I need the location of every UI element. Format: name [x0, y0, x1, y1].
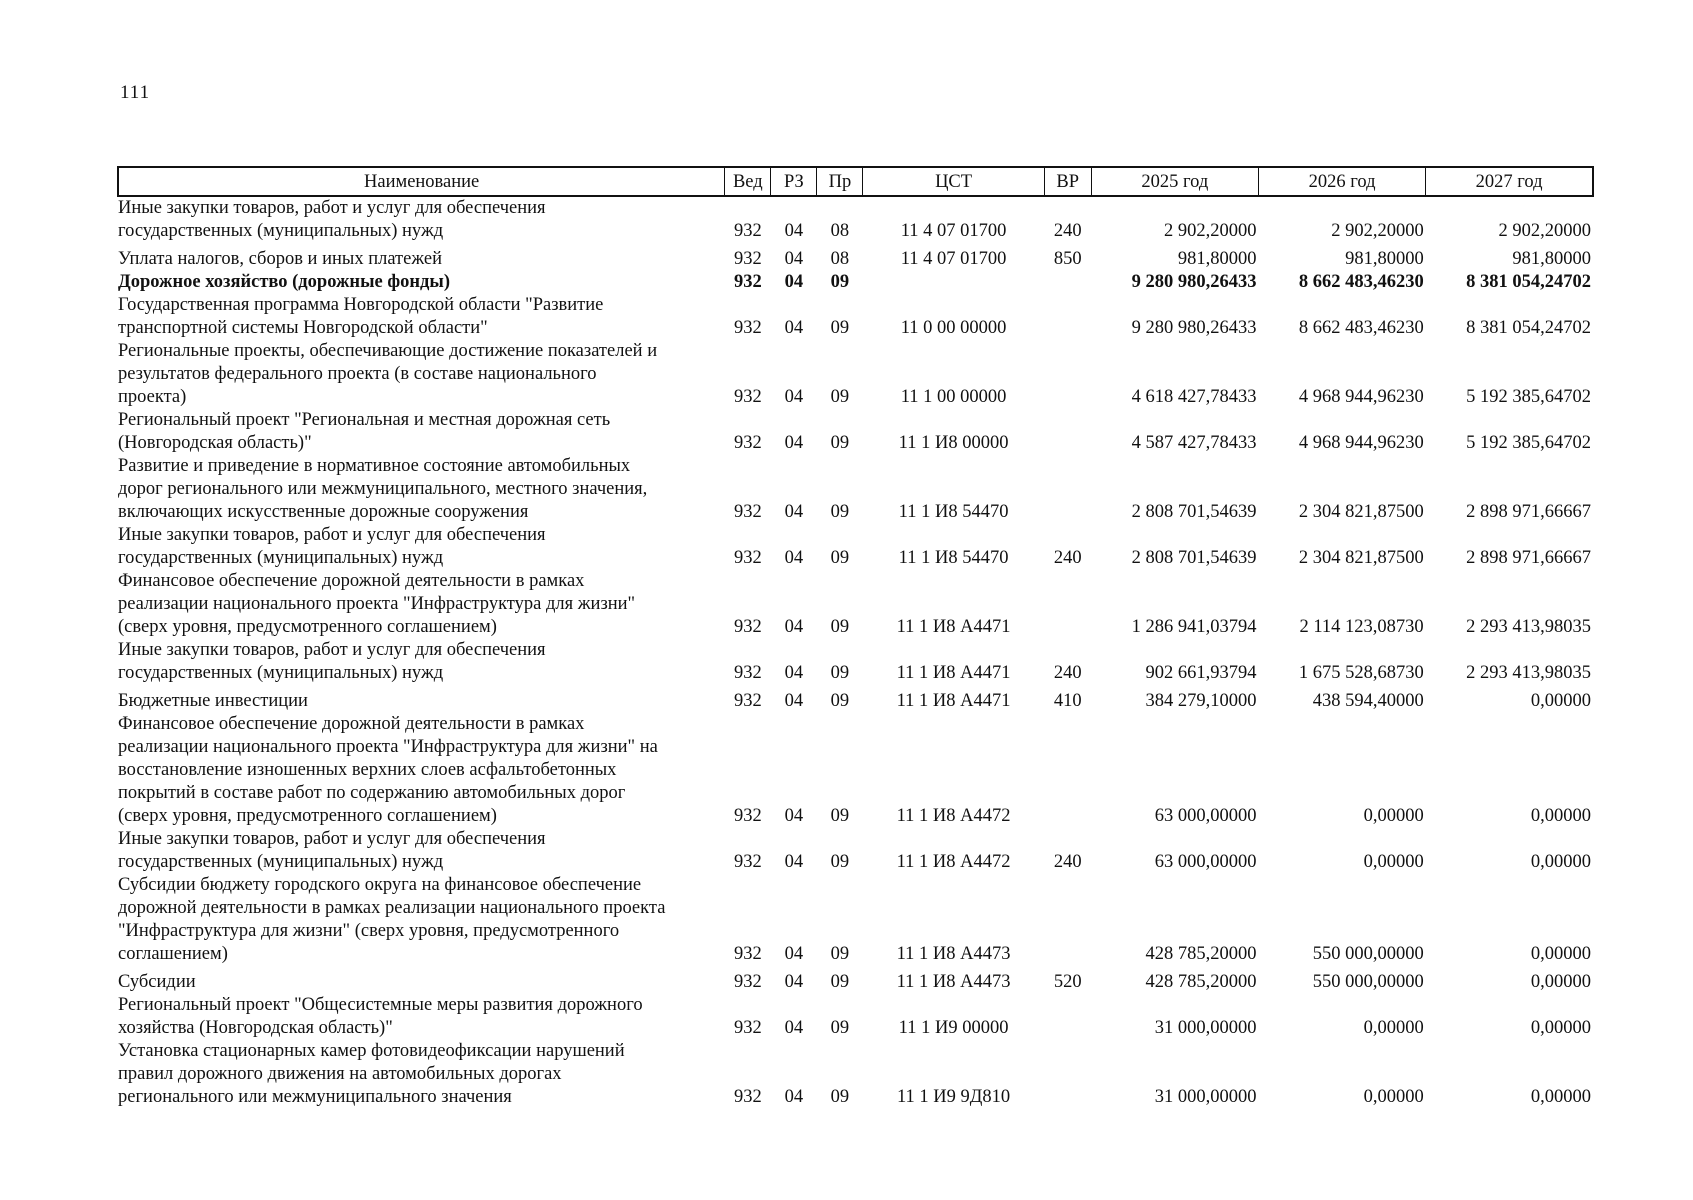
row-vr	[1044, 294, 1091, 340]
row-amount-2027: 0,00000	[1530, 1018, 1591, 1038]
row-amount-2027: 2 293 413,98035	[1466, 617, 1591, 637]
row-name: Иные закупки товаров, работ и услуг для обеспечения государственных (муниципальных) нужд	[118, 525, 546, 568]
row-amount-2026: 0,00000	[1363, 852, 1424, 872]
row-amount-2025: 2 808 701,54639	[1131, 548, 1257, 568]
row-ved: 932	[733, 852, 762, 872]
row-rz: 04	[784, 272, 804, 292]
row-rz: 04	[784, 387, 804, 407]
column-header-name: Наименование	[118, 167, 725, 196]
row-amount-2026: 550 000,00000	[1312, 972, 1424, 992]
table-row	[118, 409, 1593, 455]
row-rz: 04	[784, 433, 804, 453]
row-rz: 04	[784, 502, 804, 522]
table-header	[118, 167, 1593, 196]
row-name: Финансовое обеспечение дорожной деятельности в рамках реализации национального проекта "Инфраструктура для жизни" (сверх уровня, предусмотренного соглашением)	[118, 571, 636, 637]
row-rz: 04	[784, 1087, 804, 1107]
row-cst	[863, 271, 1044, 294]
row-cst: 11 1 И8 А4471	[896, 617, 1011, 637]
row-name: Государственная программа Новгородской области "Развитие транспортной системы Новгородской области"	[118, 295, 604, 338]
row-pr: 09	[830, 852, 850, 872]
row-cst: 11 1 И9 00000	[898, 1018, 1009, 1038]
row-rz: 04	[784, 617, 804, 637]
row-cst: 11 1 И8 А4472	[896, 806, 1011, 826]
row-cst: 11 1 И8 А4471	[896, 691, 1011, 711]
table-row	[118, 243, 1593, 271]
row-ved: 932	[733, 1087, 762, 1107]
row-amount-2025: 902 661,93794	[1145, 663, 1257, 683]
row-pr: 09	[830, 548, 850, 568]
row-ved: 932	[733, 387, 762, 407]
row-amount-2025: 384 279,10000	[1145, 691, 1257, 711]
row-pr: 09	[830, 944, 850, 964]
row-vr	[1044, 1040, 1091, 1109]
column-header-rz: РЗ	[771, 167, 817, 196]
row-amount-2025: 4 587 427,78433	[1131, 433, 1257, 453]
row-amount-2025: 2 808 701,54639	[1131, 502, 1257, 522]
table-row	[118, 966, 1593, 994]
row-ved: 932	[733, 249, 762, 269]
row-vr: 240	[1053, 663, 1082, 683]
row-vr	[1044, 713, 1091, 828]
row-pr: 09	[830, 663, 850, 683]
row-amount-2027: 2 898 971,66667	[1466, 502, 1591, 522]
row-amount-2026: 2 114 123,08730	[1299, 617, 1424, 637]
table-row	[118, 524, 1593, 570]
row-pr: 09	[830, 1087, 850, 1107]
row-amount-2027: 2 293 413,98035	[1466, 663, 1591, 683]
row-amount-2026: 2 304 821,87500	[1298, 502, 1424, 522]
row-amount-2025: 31 000,00000	[1154, 1087, 1257, 1107]
table-row	[118, 455, 1593, 524]
row-amount-2027: 981,80000	[1512, 249, 1591, 269]
row-vr	[1044, 874, 1091, 966]
page-number: 111	[120, 82, 151, 103]
row-ved: 932	[733, 617, 762, 637]
row-amount-2025: 31 000,00000	[1154, 1018, 1257, 1038]
column-header-2026: 2026 год	[1258, 167, 1425, 196]
row-vr: 240	[1053, 221, 1082, 241]
row-amount-2025: 9 280 980,26433	[1131, 272, 1257, 292]
row-amount-2027: 0,00000	[1530, 691, 1591, 711]
column-header-pr: Пр	[817, 167, 863, 196]
row-pr: 09	[830, 387, 850, 407]
row-amount-2025: 2 902,20000	[1163, 221, 1257, 241]
row-amount-2026: 0,00000	[1363, 806, 1424, 826]
column-header-vr: ВР	[1044, 167, 1091, 196]
row-pr: 09	[830, 433, 850, 453]
row-vr	[1044, 409, 1091, 455]
row-amount-2026: 8 662 483,46230	[1298, 272, 1424, 292]
row-cst: 11 1 И8 А4471	[896, 663, 1011, 683]
row-ved: 932	[733, 318, 762, 338]
row-amount-2027: 5 192 385,64702	[1466, 433, 1591, 453]
row-amount-2026: 550 000,00000	[1312, 944, 1424, 964]
row-cst: 11 1 И8 54470	[898, 548, 1009, 568]
row-ved: 932	[733, 1018, 762, 1038]
row-ved: 932	[733, 502, 762, 522]
table-row	[118, 1040, 1593, 1109]
row-ved: 932	[733, 663, 762, 683]
row-pr: 09	[830, 972, 850, 992]
row-rz: 04	[784, 318, 804, 338]
table-row	[118, 570, 1593, 639]
table-row	[118, 874, 1593, 966]
row-name: Субсидии бюджету городского округа на финансовое обеспечение дорожной деятельности в рамках реализации национального проекта "Инфраструктура для жизни" (сверх уровня, предусмотренного соглашением)	[118, 875, 666, 964]
row-rz: 04	[784, 663, 804, 683]
row-vr	[1044, 340, 1091, 409]
budget-table	[117, 166, 1594, 1109]
row-cst: 11 1 И8 А4473	[896, 944, 1011, 964]
row-amount-2026: 1 675 528,68730	[1298, 663, 1424, 683]
row-amount-2027: 8 381 054,24702	[1466, 318, 1591, 338]
row-pr: 08	[830, 221, 850, 241]
row-ved: 932	[733, 972, 762, 992]
row-vr: 240	[1053, 852, 1082, 872]
row-amount-2027: 5 192 385,64702	[1466, 387, 1591, 407]
row-rz: 04	[784, 852, 804, 872]
row-ved: 932	[733, 548, 762, 568]
row-name: Развитие и приведение в нормативное состояние автомобильных дорог регионального или межмуниципального, местного значения, включающих искусственные дорожные сооружения	[118, 456, 648, 522]
row-vr: 850	[1053, 249, 1082, 269]
row-amount-2025: 4 618 427,78433	[1131, 387, 1257, 407]
row-vr: 240	[1053, 548, 1082, 568]
row-vr: 520	[1053, 972, 1082, 992]
row-pr: 09	[830, 502, 850, 522]
row-rz: 04	[784, 944, 804, 964]
row-amount-2025: 428 785,20000	[1145, 972, 1257, 992]
column-header-2027: 2027 год	[1426, 167, 1593, 196]
row-cst: 11 1 00 00000	[900, 387, 1007, 407]
table-row	[118, 271, 1593, 294]
row-ved: 932	[733, 944, 762, 964]
row-amount-2025: 63 000,00000	[1154, 806, 1257, 826]
row-pr: 09	[830, 691, 850, 711]
row-cst: 11 1 И8 А4473	[896, 972, 1011, 992]
column-header-cst: ЦСТ	[863, 167, 1044, 196]
row-name: Установка стационарных камер фотовидеофиксации нарушений правил дорожного движения на автомобильных дорогах регионального или межмуниципального значения	[118, 1041, 625, 1107]
table-row	[118, 639, 1593, 685]
row-name: Иные закупки товаров, работ и услуг для обеспечения государственных (муниципальных) нужд	[118, 829, 546, 872]
row-ved: 932	[733, 806, 762, 826]
row-cst: 11 1 И8 А4472	[896, 852, 1011, 872]
row-vr	[1044, 271, 1091, 294]
row-amount-2027: 8 381 054,24702	[1466, 272, 1591, 292]
row-pr: 09	[830, 806, 850, 826]
row-name: Бюджетные инвестиции	[118, 691, 308, 711]
row-amount-2025: 63 000,00000	[1154, 852, 1257, 872]
row-name: Дорожное хозяйство (дорожные фонды)	[118, 272, 451, 292]
row-ved: 932	[733, 221, 762, 241]
row-pr: 09	[830, 617, 850, 637]
row-name: Иные закупки товаров, работ и услуг для обеспечения государственных (муниципальных) нужд	[118, 640, 546, 683]
row-amount-2026: 2 902,20000	[1331, 221, 1424, 241]
row-pr: 08	[830, 249, 850, 269]
row-amount-2026: 981,80000	[1345, 249, 1424, 269]
row-amount-2027: 0,00000	[1530, 806, 1591, 826]
row-amount-2025: 981,80000	[1177, 249, 1257, 269]
row-name: Иные закупки товаров, работ и услуг для обеспечения государственных (муниципальных) нужд	[118, 198, 546, 241]
row-cst: 11 0 00 00000	[900, 318, 1007, 338]
row-rz: 04	[784, 221, 804, 241]
table-row	[118, 685, 1593, 713]
column-header-2025: 2025 год	[1091, 167, 1258, 196]
row-pr: 09	[830, 272, 850, 292]
row-amount-2027: 2 902,20000	[1498, 221, 1591, 241]
row-amount-2026: 4 968 944,96230	[1298, 433, 1424, 453]
row-pr: 09	[830, 318, 850, 338]
row-rz: 04	[784, 691, 804, 711]
row-name: Субсидии	[118, 972, 196, 992]
row-amount-2026: 2 304 821,87500	[1298, 548, 1424, 568]
row-cst: 11 1 И8 54470	[898, 502, 1009, 522]
row-name: Региональный проект "Региональная и местная дорожная сеть (Новгородская область)"	[118, 410, 611, 453]
row-amount-2025: 428 785,20000	[1145, 944, 1257, 964]
row-cst: 11 4 07 01700	[900, 249, 1007, 269]
row-amount-2026: 0,00000	[1363, 1087, 1424, 1107]
row-ved: 932	[733, 433, 762, 453]
row-rz: 04	[784, 972, 804, 992]
table-row	[118, 828, 1593, 874]
row-rz: 04	[784, 249, 804, 269]
row-amount-2026: 438 594,40000	[1312, 691, 1424, 711]
row-amount-2027: 2 898 971,66667	[1466, 548, 1591, 568]
row-vr: 410	[1053, 691, 1082, 711]
row-cst: 11 1 И9 9Д810	[896, 1087, 1011, 1107]
row-name: Финансовое обеспечение дорожной деятельности в рамках реализации национального проекта "Инфраструктура для жизни" на восстановление изношенных верхних слоев асфальтобетонных покрытий в составе работ по содержанию автомобильных дорог (сверх уровня, предусмотренного соглашением)	[118, 714, 658, 826]
row-rz: 04	[784, 806, 804, 826]
row-amount-2027: 0,00000	[1530, 852, 1591, 872]
column-header-ved: Вед	[725, 167, 771, 196]
row-vr	[1044, 570, 1091, 639]
row-cst: 11 1 И8 00000	[898, 433, 1009, 453]
row-amount-2027: 0,00000	[1530, 972, 1591, 992]
row-vr	[1044, 994, 1091, 1040]
row-name: Региональный проект "Общесистемные меры развития дорожного хозяйства (Новгородская область)"	[118, 995, 643, 1038]
row-ved: 932	[733, 691, 762, 711]
row-ved: 932	[733, 272, 762, 292]
row-pr: 09	[830, 1018, 850, 1038]
table-row	[118, 294, 1593, 340]
row-amount-2027: 0,00000	[1530, 944, 1591, 964]
row-name: Региональные проекты, обеспечивающие достижение показателей и результатов федерального проекта (в составе национального проекта)	[118, 341, 658, 407]
row-amount-2025: 9 280 980,26433	[1131, 318, 1257, 338]
row-name: Уплата налогов, сборов и иных платежей	[118, 249, 443, 269]
table-row	[118, 340, 1593, 409]
row-amount-2025: 1 286 941,03794	[1131, 617, 1257, 637]
table-row	[118, 196, 1593, 243]
row-amount-2026: 8 662 483,46230	[1298, 318, 1424, 338]
row-cst: 11 4 07 01700	[900, 221, 1007, 241]
row-amount-2026: 4 968 944,96230	[1298, 387, 1424, 407]
row-amount-2026: 0,00000	[1363, 1018, 1424, 1038]
row-amount-2027: 0,00000	[1530, 1087, 1591, 1107]
row-vr	[1044, 455, 1091, 524]
table-row	[118, 994, 1593, 1040]
table-row	[118, 713, 1593, 828]
row-rz: 04	[784, 548, 804, 568]
row-rz: 04	[784, 1018, 804, 1038]
table-body	[118, 196, 1593, 1109]
